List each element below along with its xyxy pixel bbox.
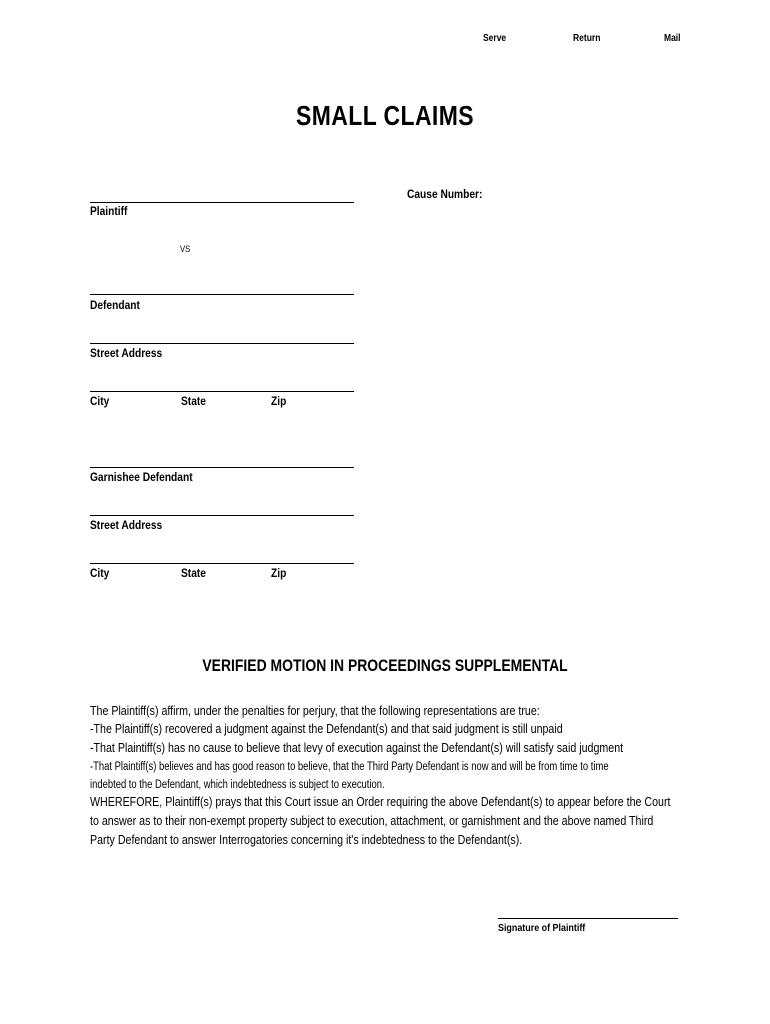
- garnishee-line[interactable]: [90, 467, 354, 468]
- city-label: City: [90, 394, 110, 408]
- motion-line-3: -That Plaintiff(s) has no cause to believe that levy of execution against the Defendant(s) will satisfy said judgment: [90, 740, 624, 755]
- motion-line-5: indebted to the Defendant, which indebtedness is subject to execution.: [90, 779, 385, 791]
- street-address-label: Street Address: [90, 346, 163, 360]
- zip-label: Zip: [271, 394, 287, 408]
- street-address-line[interactable]: [90, 343, 354, 344]
- garnishee-street-line[interactable]: [90, 515, 354, 516]
- cause-number-label: Cause Number:: [407, 187, 483, 201]
- city-state-zip-line[interactable]: [90, 391, 354, 392]
- page-title: SMALL CLAIMS: [296, 100, 474, 131]
- garnishee-street-label: Street Address: [90, 518, 163, 532]
- garnishee-zip-label: Zip: [271, 566, 287, 580]
- serve-label: Serve: [483, 33, 507, 44]
- motion-line-6: WHEREFORE, Plaintiff(s) prays that this Court issue an Order requiring the above Defendant(s) to appear before the Court: [90, 794, 671, 809]
- garnishee-city-label: City: [90, 566, 110, 580]
- motion-line-1: The Plaintiff(s) affirm, under the penalties for perjury, that the following representations are true:: [90, 703, 540, 718]
- garnishee-defendant-label: Garnishee Defendant: [90, 470, 193, 484]
- motion-title: VERIFIED MOTION IN PROCEEDINGS SUPPLEMENTAL: [202, 656, 568, 675]
- plaintiff-line[interactable]: [90, 202, 354, 203]
- signature-line[interactable]: [498, 918, 678, 919]
- motion-line-7: to answer as to their non-exempt property subject to execution, attachment, or garnishment and the above named Third: [90, 813, 654, 828]
- defendant-line[interactable]: [90, 294, 354, 295]
- garnishee-city-state-zip-line[interactable]: [90, 563, 354, 564]
- motion-line-4: -That Plaintiff(s) believes and has good reason to believe, that the Third Party Defendant is now and will be from time to time: [90, 761, 609, 773]
- return-label: Return: [573, 33, 601, 44]
- signature-label: Signature of Plaintiff: [498, 922, 586, 934]
- motion-line-2: -The Plaintiff(s) recovered a judgment against the Defendant(s) and that said judgment is still unpaid: [90, 721, 563, 736]
- plaintiff-label: Plaintiff: [90, 204, 128, 218]
- motion-line-8: Party Defendant to answer Interrogatories concerning it's indebtedness to the Defendant(s).: [90, 832, 523, 847]
- mail-label: Mail: [664, 33, 681, 44]
- garnishee-state-label: State: [181, 566, 206, 580]
- state-label: State: [181, 394, 206, 408]
- vs-label: VS: [180, 244, 191, 254]
- defendant-label: Defendant: [90, 298, 140, 312]
